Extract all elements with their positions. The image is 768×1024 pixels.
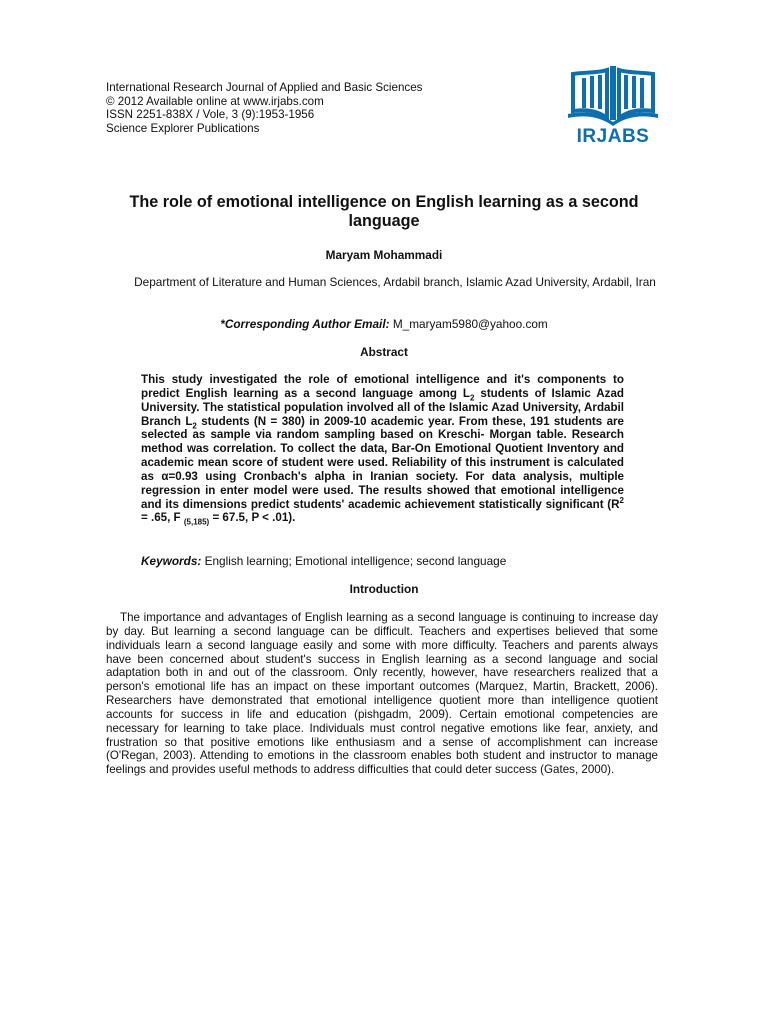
subscript: (5,185): [183, 517, 210, 527]
keywords-text: English learning; Emotional intelligence; second language: [201, 554, 507, 568]
journal-header: [106, 81, 422, 135]
introduction-heading: Introduction: [349, 582, 419, 596]
abstract-text: students of Islamic Azad University. The statistical population involved all of the Islamic Azad University, Ardabil Branch L: [141, 386, 624, 428]
superscript: 2: [619, 495, 624, 505]
abstract-text: = 67.5, P < .01).: [209, 511, 296, 525]
journal-name: International Research Journal of Applied and Basic Sciences: [106, 81, 423, 94]
logo-wordmark: IRJABS: [576, 126, 650, 147]
abstract-text: students (N = 380) in 2009-10 academic year. From these, 191 students are selected as sample via random sampling based on Kreschi- Morgan table. Research method was correlation. To collect the data, Bar-On Emotional Quotient Inventory and academic mean score of student were used. Reliability of this instrument is calculated as α=0.93 using Cronbach's alpha in Iranian society. For data analysis, multiple regression in enter model were used. The results showed that emotional intelligence and its dimensions predict students' academic achievement statistically significant (R: [141, 414, 624, 511]
keywords: [141, 554, 624, 568]
subscript: 2: [192, 420, 197, 430]
abstract-body: [141, 373, 624, 525]
abstract-heading: Abstract: [360, 345, 408, 359]
journal-issn: ISSN 2251-838X / Vole, 3 (9):1953-1956: [106, 108, 315, 122]
author-affiliation: Department of Literature and Human Sciences, Ardabil branch, Islamic Azad University, Ardabil, Iran: [134, 275, 656, 289]
keywords-label: Keywords:: [141, 554, 202, 568]
open-book-icon: [560, 64, 666, 126]
corresponding-label: *Corresponding Author Email:: [220, 317, 390, 331]
paper-title: The role of emotional intelligence on English learning as a second language: [129, 193, 639, 230]
corresponding-author: [100, 317, 668, 331]
journal-publisher: Science Explorer Publications: [106, 121, 260, 135]
subscript: 2: [469, 393, 475, 403]
abstract-text: This study investigated the role of emotional intelligence and it's components to predict English learning as a second language among L: [141, 373, 624, 400]
journal-logo: [560, 64, 666, 150]
introduction-paragraph: The importance and advantages of English learning as a second language is continuing to increase day by day. But learning a second language can be difficult. Teachers and expertises believed that some individuals learn a second language easily and some with more difficulty. Teachers and parents always have been concerned about student's success in English learning as a second language and social adaptation both in and out of the classroom. Only recently, however, have researchers realized that a person's emotional life has an impact on these important outcomes (Marquez, Martin, Brackett, 2006). Researchers have demonstrated that emotional intelligence quotient more than intelligence quotient accounts for success in life and education (pishgadm, 2009). Certain emotional competencies are necessary for learning to take place. Individuals must control negative emotions like fear, anxiety, and frustration so that positive emotions like enthusiasm and a sense of accomplishment can increase (O'Regan, 2003). Attending to emotions in the classroom enables both student and instructor to manage feelings and provides useful methods to address difficulties that could deter success (Gates, 2000).: [106, 611, 658, 777]
abstract-text: = .65, F: [141, 511, 184, 525]
journal-availability: © 2012 Available online at www.irjabs.com: [106, 94, 324, 108]
author-name: Maryam Mohammadi: [325, 248, 443, 262]
corresponding-email: M_maryam5980@yahoo.com: [392, 317, 548, 331]
